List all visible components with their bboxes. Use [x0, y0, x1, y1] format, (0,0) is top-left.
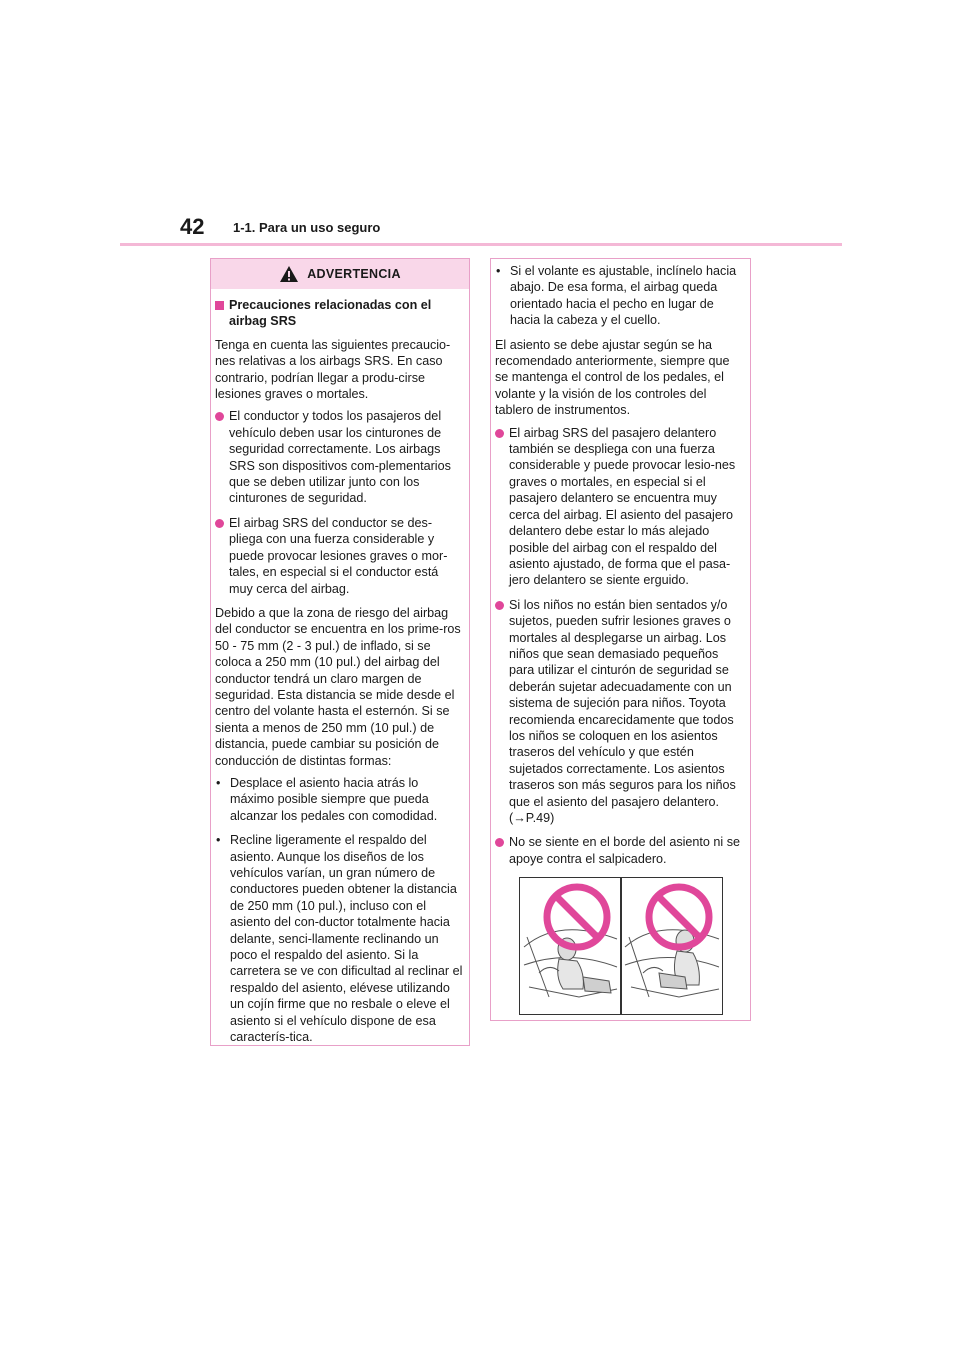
warning-triangle-icon [279, 265, 299, 283]
round-bullet-icon [215, 519, 224, 528]
bullet-text: El conductor y todos los pasajeros del vehículo deben usar los cinturones de seguridad correctamente. Los airbags SRS son dispositivos com-plementarios que se deben utilizar junto con los cinturones de seguridad. [229, 409, 451, 506]
subheading [215, 297, 465, 330]
warning-content-right [491, 259, 750, 867]
ref-arrow-icon: → [513, 811, 526, 825]
page-reference-link[interactable]: P.49) [525, 811, 555, 825]
warning-header [211, 259, 469, 289]
intro-paragraph: Tenga en cuenta las siguientes precaucio-nes relativas a los airbags SRS. En caso contrario, podrían llegar a produ-cirse lesiones graves o mortales. [215, 337, 451, 402]
dash-marker: • [216, 775, 221, 790]
list-item [495, 597, 746, 827]
list-item [495, 834, 746, 867]
warning-box-right [490, 258, 751, 1021]
dash-item [215, 775, 465, 824]
warning-title: ADVERTENCIA [307, 267, 401, 281]
dash-text: Desplace el asiento hacia atrás lo máximo posible siempre que pueda alcanzar los pedales con comodidad. [230, 775, 438, 823]
bullet-text: No se siente en el borde del asiento ni se apoye contra el salpicadero. [509, 835, 741, 866]
square-bullet-icon [215, 301, 224, 310]
round-bullet-icon [495, 429, 504, 438]
list-item [215, 515, 465, 597]
body-paragraph: Debido a que la zona de riesgo del airbag del conductor se encuentra en los prime-ros 50 - 75 mm (2 - 3 pul.) de inflado, si se coloca a 250 mm (10 pul.) del airbag del conductor tendrá un claro margen de seguridad. Esta distancia se mide desde el centro del volante hasta el esternón. Si se sienta a menos de 250 mm (10 pul.) de distancia, puede cambiar su posición de conducción de distintas formas: [215, 605, 461, 768]
dash-item [495, 263, 746, 329]
header-rule [120, 243, 842, 246]
dash-text: Si el volante es ajustable, inclínelo hacia abajo. De esa forma, el airbag queda orientado hacia el pecho en lugar de hacia la cabeza y el cuello. [510, 264, 737, 328]
section-title: 1-1. Para un uso seguro [233, 220, 381, 235]
warning-box-left [210, 258, 470, 1046]
dash-text: Recline ligeramente el respaldo del asiento. Aunque los diseños de los vehículos varían, un gran número de conductores pueden obtener la distancia de 250 mm (10 pul.), incluso con el asiento del con-ductor totalmente hacia delante, senci-llamente reclinando un poco el respaldo del asiento. Si la carretera se ve con dificultad al reclinar el respaldo del asiento, elévese utilizando un cojín firme que no resbale o eleve el asiento si el vehículo dispone de esa caracterís-tica. [230, 833, 463, 1045]
page-number: 42 [180, 214, 205, 239]
dash-marker: • [216, 833, 221, 848]
round-bullet-icon [495, 601, 504, 610]
warning-content-left [211, 289, 469, 1045]
round-bullet-icon [495, 838, 504, 847]
body-paragraph: El asiento se debe ajustar según se ha recomendado anteriormente, siempre que se mantenga el control de los pedales, el volante y la visión de los controles del tablero de instrumentos. [495, 337, 730, 418]
bullet-text: El airbag SRS del conductor se des-pliega con una fuerza considerable y puede provocar lesiones graves o mor-tales, en especial si el conductor está muy cerca del airbag. [229, 515, 448, 596]
bullet-text: El airbag SRS del pasajero delantero también se despliega con una fuerza considerable y puede provocar lesio-nes graves o mortales, en especial si el pasajero delantero se encuentra muy cerca del airbag. El asiento del pasajero delantero debe estar lo más alejado posible del airbag con el respaldo del asiento ajustado, de forma que el pasa-jero delantero se siente erguido. [509, 425, 736, 588]
seating-illustration [519, 877, 723, 1015]
subheading-text: Precauciones relacionadas con el airbag SRS [229, 298, 432, 329]
round-bullet-icon [215, 412, 224, 421]
list-item [495, 425, 746, 589]
list-item [215, 408, 465, 506]
dash-marker: • [496, 264, 501, 278]
dash-item [215, 832, 465, 1045]
bullet-text: Si los niños no están bien sentados y/o sujetos, pueden sufrir lesiones graves o mortales al desplegarse un airbag. Los niños que sean demasiado pequeños para utilizar el cinturón de seguridad se deberán sujetar adecuadamente con un sistema de sujeción para niños. Toyota recomienda encarecidamente que todos los niños se coloquen en los asientos traseros del vehículo y que estén sujetados correctamente. Los asientos traseros son más seguros para los niños que el asiento del pasajero delantero. ( [509, 597, 736, 825]
bullet-text-with-ref [509, 597, 746, 827]
